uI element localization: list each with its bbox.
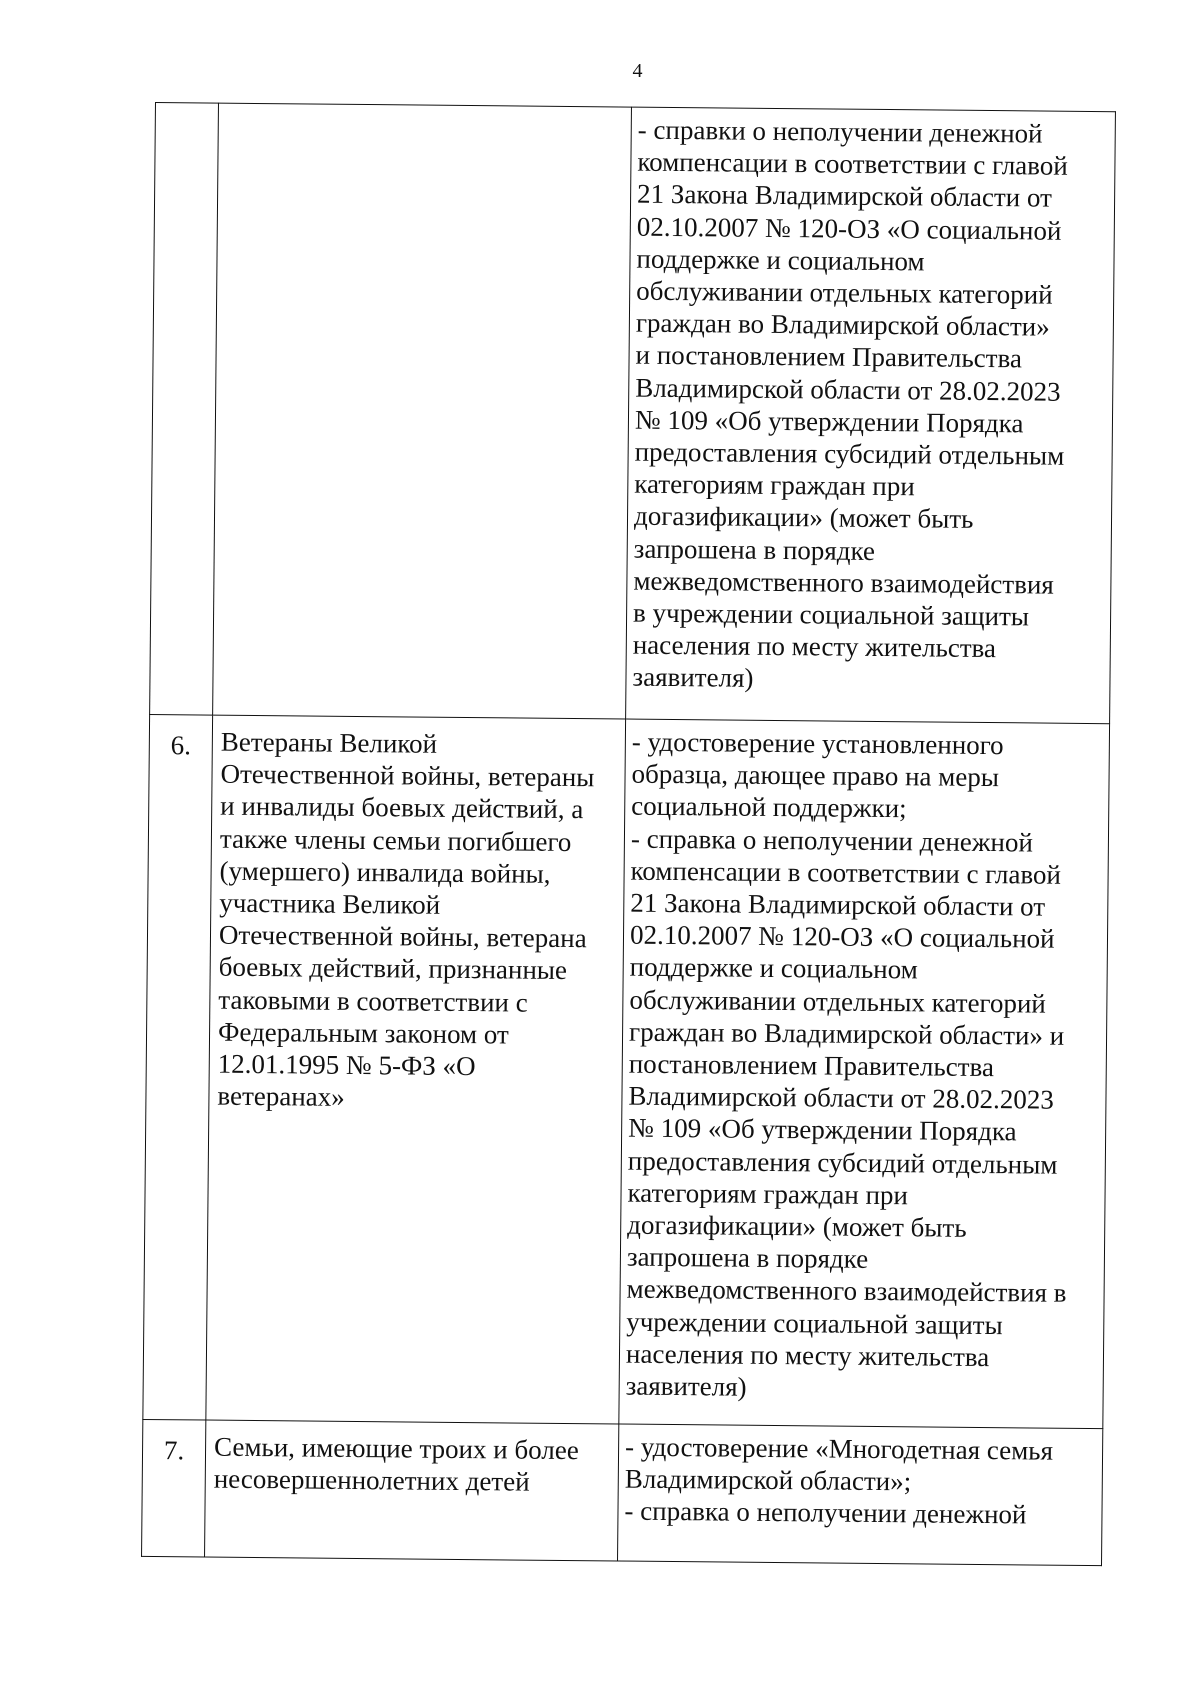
text-line: 21 Закона Владимирской области от — [630, 887, 1046, 922]
text-line: догазификации» (может быть — [633, 501, 974, 535]
table-row — [142, 1419, 1103, 1565]
text-line: и постановлением Правительства — [635, 340, 1023, 374]
text-line: несовершеннолетних детей — [213, 1463, 530, 1497]
text-line: № 109 «Об утверждении Порядка — [634, 404, 1024, 439]
text-line: № 109 «Об утверждении Порядка — [628, 1113, 1017, 1147]
text-line: граждан во Владимирской области» и — [628, 1016, 1065, 1051]
text-line: населения по месту жительства — [632, 629, 997, 664]
text-line: Семьи, имеющие троих и более — [213, 1431, 579, 1466]
text-line: заявителя) — [625, 1370, 747, 1402]
row-number-cell — [150, 103, 219, 716]
table-row — [150, 103, 1116, 724]
text-line: ветеранах» — [217, 1080, 345, 1113]
category-cell — [213, 103, 632, 719]
text-line: Владимирской области от 28.02.2023 — [628, 1080, 1054, 1115]
text-line: граждан во Владимирской области» — [635, 307, 1050, 342]
text-line: догазификации» (может быть — [627, 1209, 967, 1243]
text-line: 21 Закона Владимирской области от — [636, 179, 1053, 214]
text-line: - удостоверение «Многодетная семья — [624, 1431, 1054, 1466]
text-line: межведомственного взаимодействия — [633, 565, 1054, 600]
text-line: категориям граждан при — [627, 1177, 909, 1211]
text-line: Отечественной войны, ветераны — [220, 758, 595, 793]
text-line: компенсации в соответствии с главой — [637, 146, 1068, 181]
text-line: поддержке и социальном — [636, 243, 925, 277]
text-line: Владимирской области»; — [624, 1463, 912, 1497]
text-line: постановлением Правительства — [628, 1048, 995, 1083]
row-number-cell: 7. — [142, 1419, 206, 1557]
text-line: учреждении социальной защиты — [626, 1306, 1003, 1340]
text-line: 02.10.2007 № 120-ОЗ «О социальной — [629, 919, 1055, 954]
text-line: предоставления субсидий отдельным — [627, 1145, 1058, 1180]
text-line: Отечественной войны, ветерана — [218, 919, 587, 954]
text-line: Ветераны Великой — [220, 726, 438, 759]
text-line: Владимирской области от 28.02.2023 — [635, 372, 1061, 407]
text-line: участника Великой — [219, 887, 441, 920]
text-line: компенсации в соответствии с главой — [630, 855, 1062, 890]
document-table — [141, 102, 1115, 1566]
text-line: - справка о неполучении денежной — [624, 1495, 1027, 1530]
text-line: заявителя) — [632, 662, 754, 694]
text-line: образца, дающее право на меры — [631, 758, 1000, 793]
category-cell — [206, 715, 626, 1424]
documents-cell — [619, 719, 1110, 1429]
text-line: обслуживании отдельных категорий — [636, 275, 1053, 310]
category-cell — [205, 1420, 619, 1561]
page-number: 4 — [632, 60, 643, 82]
text-line: и инвалиды боевых действий, а — [220, 791, 584, 825]
text-line: Федеральным законом от — [217, 1016, 509, 1050]
text-line: - удостоверение установленного — [631, 726, 1004, 761]
text-line: населения по месту жительства — [625, 1338, 990, 1372]
text-line: таковыми в соответствии с — [218, 984, 528, 1018]
row-number-cell: 6. — [143, 714, 213, 1420]
text-line: - справки о неполучении денежной — [637, 114, 1043, 149]
text-line: в учреждении социальной защиты — [632, 597, 1030, 632]
documents-cell — [626, 107, 1116, 724]
text-line: обслуживании отдельных категорий — [629, 984, 1046, 1019]
text-line: - справка о неполучении денежной — [630, 823, 1034, 858]
text-line: также члены семьи погибшего — [219, 823, 572, 857]
text-line: запрошена в порядке — [633, 533, 876, 566]
documents-cell — [618, 1424, 1103, 1566]
table-row — [143, 714, 1110, 1428]
text-line: социальной поддержки; — [631, 791, 907, 824]
text-line: межведомственного взаимодействия в — [626, 1274, 1067, 1309]
text-line: (умершего) инвалида войны, — [219, 855, 551, 889]
text-line: 12.01.1995 № 5-ФЗ «О — [217, 1048, 476, 1082]
text-line: запрошена в порядке — [626, 1241, 869, 1275]
text-line: поддержке и социальном — [629, 952, 918, 985]
text-line: боевых действий, признанные — [218, 952, 568, 986]
text-line: предоставления субсидий отдельным — [634, 436, 1065, 471]
text-line: 02.10.2007 № 120-ОЗ «О социальной — [636, 211, 1062, 246]
text-line: категориям граждан при — [634, 468, 915, 502]
